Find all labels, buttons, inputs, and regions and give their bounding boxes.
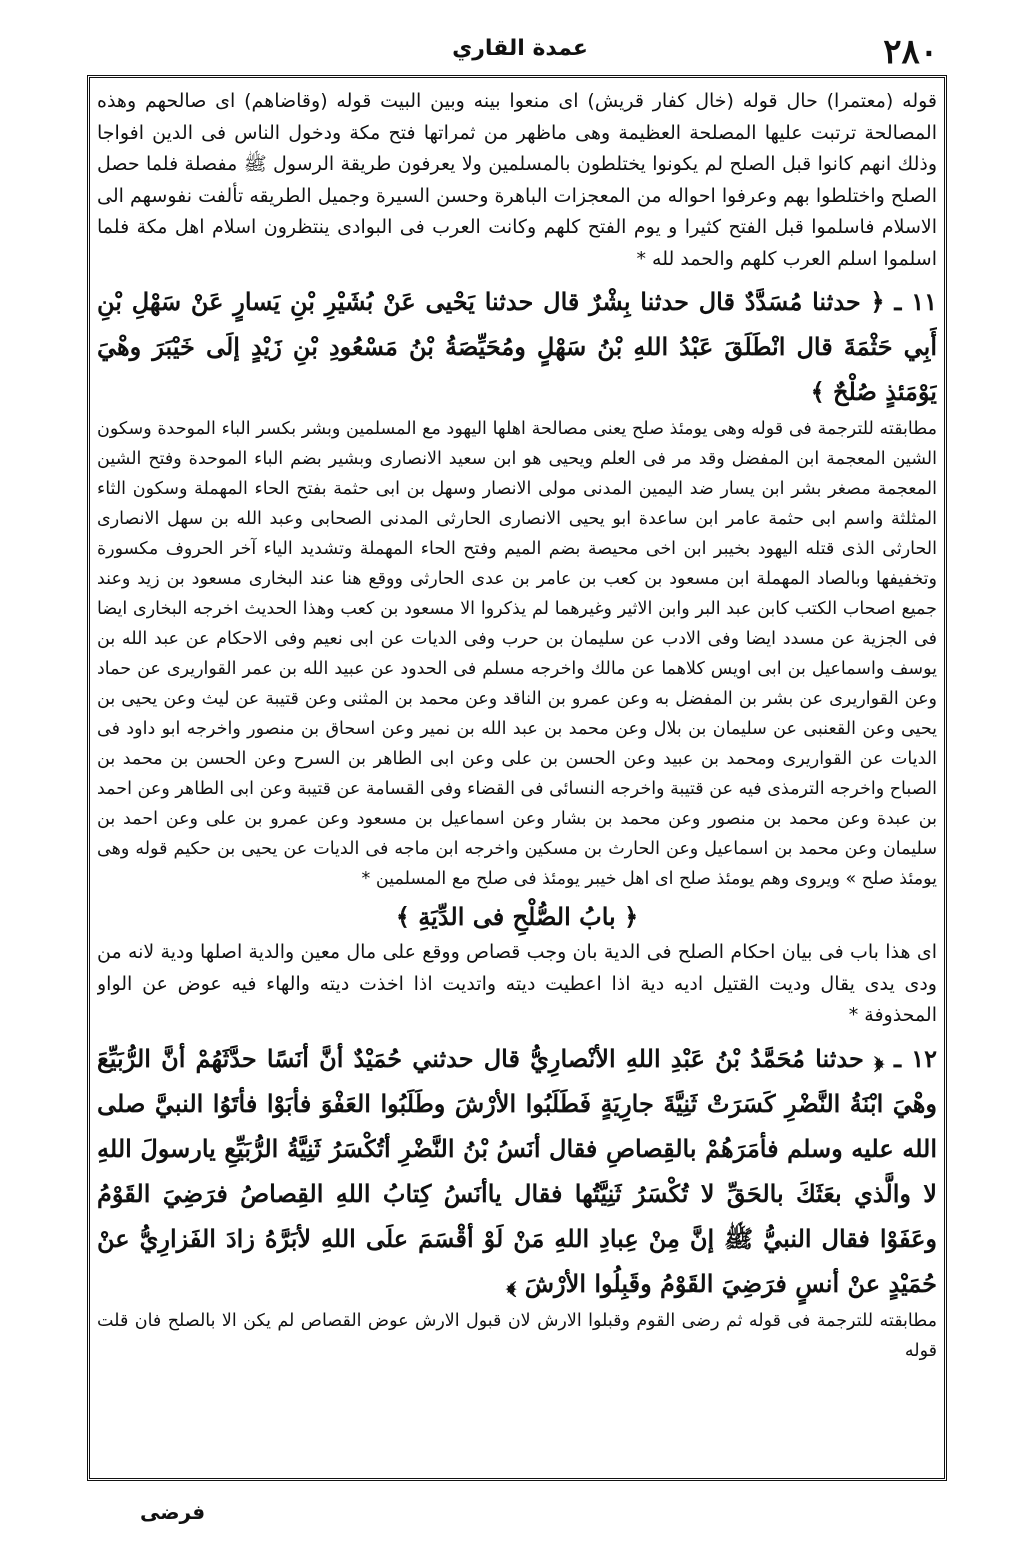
commentary-paragraph-3: اى هذا باب فى بيان احكام الصلح فى الدية بان وجب قصاص ووقع على مال معين والدية اصلها ودية لانه من ودى يدى يقال وديت القتيل اديه دية اذا اعطيت ديته واتديت اذا اخذت ديته والهاء فيه عوض عن الواو المحذوفة *	[97, 941, 937, 1026]
hadith-11: ١١ ـ ﴿ حدثنا مُسَدَّدٌ قال حدثنا بِشْرٌ قال حدثنا يَحْيى عَنْ بُشَيْرِ بْنِ يَسارٍ عَنْ سَهْلِ بْنِ أَبِي حَثْمَةَ قال انْطَلَقَ عَبْدُ اللهِ بْنُ سَهْلٍ ومُحَيِّصَةُ بْنُ مَسْعُودِ بْنِ زَيْدٍ إلَى خَيْبَرَ وهْيَ يَوْمَئذٍ صُلْحٌ ﴾	[97, 287, 937, 406]
page-number: ۲۸۰	[883, 32, 938, 72]
hadith-12: ١٢ ـ ﴿ حدثنا مُحَمَّدُ بْنُ عَبْدِ اللهِ الأنْصارِيُّ قال حدثني حُمَيْدٌ أنَّ أنَسًا حدَّثَهُمْ أنَّ الرُّبَيِّعَ وهْيَ ابْنَةُ النَّضْرِ كَسَرَتْ ثَنِيَّةَ جارِيَةٍ فَطَلَبُوا الأرْشَ وطَلَبُوا العَفْوَ فأبَوْا فأتَوُا النبيَّ صلى الله عليه وسلم فأمَرَهُمْ بالقِصاصِ فقال أنَسُ بْنُ النَّضْرِ أتُكْسَرُ ثَنِيَّةُ الرُّبَيِّعِ يارسولَ اللهِ لا والَّذي بعَثَكَ بالحَقِّ لا تُكْسَرُ ثَنِيَّتُها فقال ياأنَسُ كِتابُ اللهِ القِصاصُ فرَضِيَ القَوْمُ وعَفَوْا فقال النبيُّ ﷺ إنَّ مِنْ عِبادِ اللهِ مَنْ لَوْ أقْسَمَ علَى اللهِ لأبَرَّهُ زادَ الفَزارِيُّ عنْ حُمَيْدٍ عنْ أنسٍ فرَضِيَ القَوْمُ وقَبِلُوا الأرْشَ ﴾	[97, 1043, 937, 1298]
chapter-heading: ﴿ بابُ الصُّلْحِ فى الدِّيَةِ ﴾	[395, 902, 639, 931]
page-body	[97, 86, 937, 1474]
running-title: عمدة القاري	[452, 36, 588, 61]
commentary-paragraph-2: مطابقته للترجمة فى قوله وهى يومئذ صلح يعنى مصالحة اهلها اليهود مع المسلمين وبشر بكسر الباء الموحدة وسكون الشين المعجمة ابن المفضل وقد مر فى العلم ويحيى هو ابن سعيد الانصارى وبشير بضم الباء الموحدة وفتح الشين المعجمة مصغر بشر ابن يسار ضد اليمين المدنى مولى الانصار وسهل بن ابى حثمة بفتح الحاء المهملة وسكون الثاء المثلثة واسم ابى حثمة عامر ابن ساعدة ابو يحيى الانصارى الحارثى المدنى الصحابى وعبد الله بن سهل الانصارى الحارثى الذى قتله اليهود بخيبر ابن اخى محيصة بضم الميم وفتح الحاء المهملة وتشديد الياء آخر الحروف مكسورة وتخفيفها وبالصاد المهملة ابن مسعود بن كعب بن عامر بن عدى الحارثى ووقع هنا عند البخارى مسعود بن زيد وعند جميع اصحاب الكتب كابن عبد البر وابن الاثير وغيرهما لم يذكروا الا مسعود بن كعب وهذا الحديث اخرجه البخارى ايضا فى الجزية عن مسدد ايضا وفى الادب عن سليمان بن حرب وفى الديات عن ابى نعيم وفى الاحكام عن عبد الله بن يوسف واسماعيل بن ابى اويس كلاهما عن مالك واخرجه مسلم فى الحدود عن عبيد الله بن عمر القواريرى عن حماد وعن القواريرى عن بشر بن المفضل به وعن عمرو بن الناقد وعن محمد بن المثنى وعن قتيبة عن ليث وعن يحيى بن يحيى وعن القعنبى عن سليمان بن بلال وعن محمد بن عبد الله بن نمير وعن اسحاق بن منصور واخرجه ابو داود فى الديات عن القواريرى ومحمد بن عبيد وعن الحسن بن على وعن ابى الطاهر بن السرح وعن الحسن بن محمد بن الصباح واخرجه الترمذى فيه عن قتيبة واخرجه النسائى فى القضاء وفى القسامة عن قتيبة وعن ابى الطاهر وعن احمد بن عبدة وعن محمد بن منصور وعن محمد بن بشار وعن اسماعيل بن مسعود وعن عمرو بن على وعن احمد بن سليمان وعن محمد بن اسماعيل وعن الحارث بن مسكين واخرجه ابن ماجه فى الديات عن يحيى بن حكيم قوله وهى يومئذ صلح » ويروى وهم يومئذ صلح اى اهل خيبر يومئذ فى صلح مع المسلمين *	[97, 419, 937, 889]
page-header	[80, 32, 960, 72]
commentary-paragraph-4: مطابقته للترجمة فى قوله ثم رضى القوم وقبلوا الارش لان قبول الارش عوض القصاص لم يكن الا بالصلح فان قلت قوله	[97, 1310, 937, 1361]
catchword: فرضى	[140, 1500, 206, 1524]
commentary-paragraph-1: قوله (معتمرا) حال قوله (خال كفار قريش) اى منعوا بينه وبين البيت قوله (وقاضاهم) اى صالحهم وهذه المصالحة ترتبت عليها المصلحة العظيمة وهى ماظهر من ثمراتها فتح مكة ودخول الناس فى الدين افواجا وذلك انهم كانوا قبل الصلح لم يكونوا يختلطون بالمسلمين ولا يعرفون طريقة الرسول ﷺ مفصلة فلما حصل الصلح واختلطوا بهم وعرفوا احواله من المعجزات الباهرة وحسن السيرة وجميل الطريقه تألفت نفوسهم الى الاسلام فاسلموا قبل الفتح كثيرا و يوم الفتح كلهم وكانت العرب فى البوادى ينتظرون اسلام اهل مكة فلما اسلموا اسلم العرب كلهم والحمد لله *	[97, 90, 937, 270]
